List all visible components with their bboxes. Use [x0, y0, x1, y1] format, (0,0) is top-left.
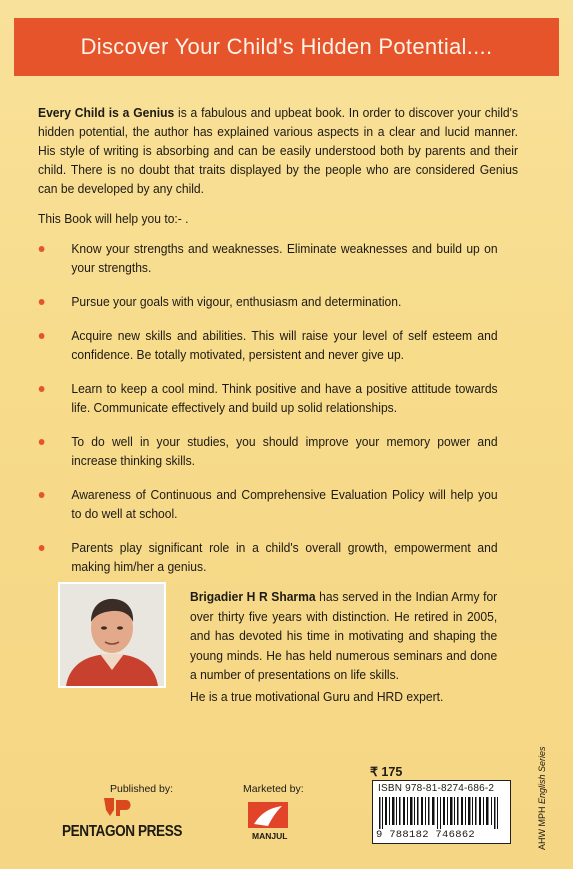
- bullet-icon: [39, 333, 45, 339]
- author-bio: [190, 588, 497, 707]
- publisher-name: PENTAGON PRESS: [62, 823, 182, 840]
- bullet-icon: [39, 299, 45, 305]
- book-title: Every Child is a Genius: [38, 106, 175, 120]
- list-item-text: Pursue your goals with vigour, enthusiasm and determination.: [71, 295, 402, 309]
- list-item: [56, 539, 498, 577]
- bullet-icon: [39, 439, 45, 445]
- bullet-icon: [39, 492, 45, 498]
- intro-paragraph: [38, 104, 518, 199]
- intro-text: is a fabulous and upbeat book. In order to discover your child's hidden potential, the author has explained various aspects in a clear and lucid manner. His style of writing is absorbing and can be easily understood both by parents and their child. There is no doubt that traits displayed by the people who are considered Genius can be developed by any child.: [38, 106, 518, 196]
- author-bio-paragraph: [190, 588, 497, 686]
- marketer-label: Marketed by:: [243, 783, 304, 795]
- author-name: Brigadier H R Sharma: [190, 590, 316, 604]
- header-banner: [14, 18, 559, 76]
- banner-title: Discover Your Child's Hidden Potential....: [80, 34, 493, 59]
- author-photo: [58, 582, 166, 688]
- series-name: English Series: [537, 746, 547, 804]
- list-item: [56, 380, 498, 418]
- helps-heading: This Book will help you to:- .: [38, 212, 189, 226]
- bullet-icon: [39, 545, 45, 551]
- list-item: [56, 293, 498, 312]
- list-item: [56, 240, 498, 278]
- barcode-number: 9 788182 746862: [376, 829, 476, 841]
- series-label: [537, 746, 547, 850]
- author-bio-text: has served in the Indian Army for over thirty five years with distinction. He retired in 2005, and has devoted his time in motivating and shaping the young minds. He has held numerous seminars and done a number of presentations on life skills.: [190, 590, 498, 682]
- list-item-text: Learn to keep a cool mind. Think positive and have a positive attitude towards life. Communicate effectively and build up solid relationships.: [71, 382, 498, 415]
- series-prefix: AHW MPH: [537, 804, 547, 850]
- list-item-text: Acquire new skills and abilities. This will raise your level of self esteem and confidence. Be totally motivated, persistent and never give up.: [71, 329, 498, 362]
- author-bio-closing: He is a true motivational Guru and HRD expert.: [190, 689, 444, 704]
- bullet-icon: [39, 386, 45, 392]
- list-item-text: Know your strengths and weaknesses. Eliminate weaknesses and build up on your strengths.: [71, 242, 498, 275]
- benefit-list: [56, 240, 516, 592]
- list-item-text: Parents play significant role in a child's overall growth, empowerment and making him/her a genius.: [71, 541, 498, 574]
- author-portrait-icon: [60, 584, 164, 686]
- marketer-name: MANJUL: [252, 831, 288, 841]
- price-label: ₹ 175: [370, 765, 403, 779]
- list-item: [56, 327, 498, 365]
- isbn-number: ISBN 978-81-8274-686-2: [378, 783, 495, 794]
- publisher-label: Published by:: [110, 783, 174, 795]
- list-item-text: Awareness of Continuous and Comprehensive Evaluation Policy will help you to do well at school.: [71, 488, 498, 521]
- list-item-text: To do well in your studies, you should improve your memory power and increase thinking skills.: [71, 435, 498, 468]
- bullet-icon: [39, 246, 45, 252]
- list-item: [56, 486, 498, 524]
- list-item: [56, 433, 498, 471]
